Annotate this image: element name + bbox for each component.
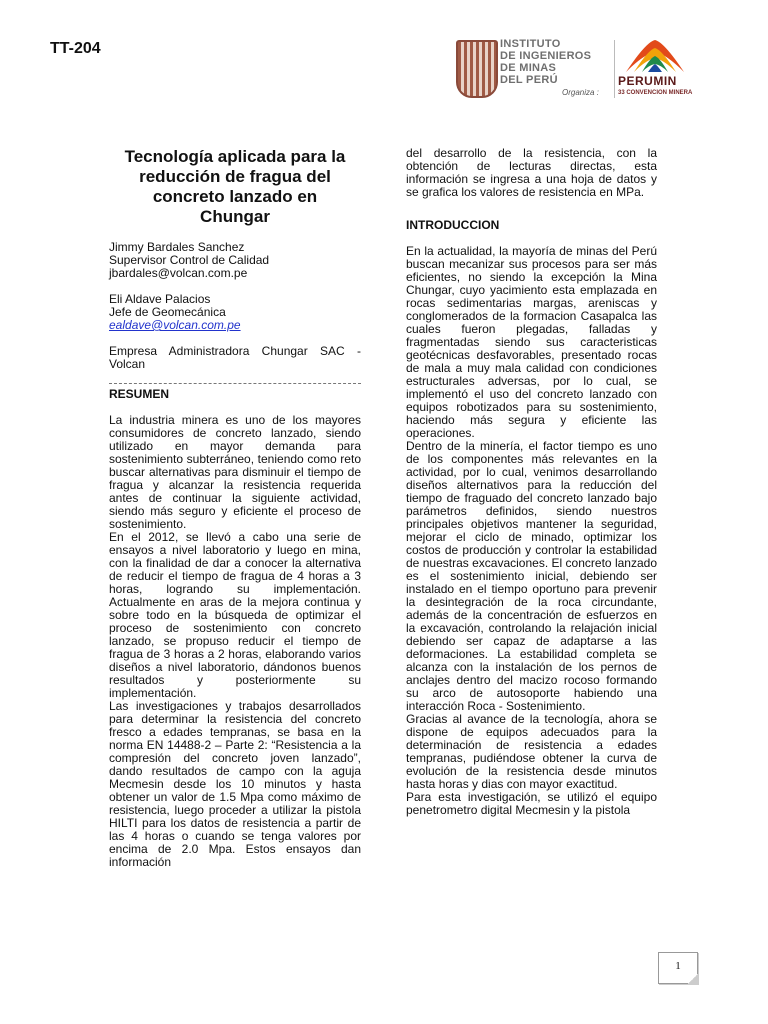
resumen-paragraph: En el 2012, se llevó a cabo una serie de ensayos a nivel laboratorio y luego en mina, con la finalidad de dar a conocer la alternativa de reducir el tiempo de fragua de 4 horas a 3 horas, logrando su implementación. Actualmente en aras de la mejora continua y sobre todo en la búsqueda de optimizar el proceso de sostenimiento con concreto lanzado, se propuso reducir el tiempo de fragua de 3 horas a 2 horas, elaborando varios diseños a nivel laboratorio, dándonos buenos resultados y posteriormente su implementación. [109,530,361,700]
iim-line: DE INGENIEROS [500,50,592,62]
page-number: 1 [658,952,698,984]
author2-name: Eli Aldave Palacios [109,292,211,306]
intro-paragraph: Para esta investigación, se utilizó el equipo penetrometro digital Mecmesin y la pistola [406,790,657,817]
author1-email: jbardales@volcan.com.pe [109,266,248,280]
logo-divider [614,40,615,98]
intro-paragraph: Dentro de la minería, el factor tiempo es uno de los componentes más relevantes en la actividad, por lo cual, venimos desarrollando diseños alternativos para la reducción del tiempo de fraguado del concreto lanzado bajo parámetros definidos, siendo nuestros principales objetivos mantener la seguridad, mejorar el ciclo de minado, optimizar los costos de producción y controlar la estabilidad de nuestras excavaciones. El concreto lanzado es el sostenimiento inicial, debiendo ser instalado en el tiempo oportuno para prevenir la desintegración de la roca circundante, además de la concentración de esfuerzos en la excavación, controlando la relajación inicial debiendo ser capaz de adaptarse a las deformaciones. La estabilidad completa se alcanza con la instalación de los pernos de anclajes dentro del macizo rocoso formando su arco de autosoporte habiendo una interacción Roca - Sostenimiento. [406,439,657,713]
resumen-paragraph: La industria minera es uno de los mayores consumidores de concreto lanzado, siendo utilizado en mayor demanda para sostenimiento subterráneo, teniendo como reto buscar alternativas para disminuir el tiempo de fragua y alcanzar la resistencia requerida antes de continuar la siguiente actividad, siendo más seguro y eficiente el proceso de sostenimiento. [109,413,361,531]
iim-logo-text [500,38,591,86]
iim-line: DE MINAS [500,62,557,74]
iim-shield-logo [456,40,498,98]
author1-role: Supervisor Control de Calidad [109,253,270,267]
iim-line: DEL PERÚ [500,74,558,86]
company-affiliation: Empresa Administradora Chungar SAC - Volcan [109,344,361,371]
introduccion-heading: INTRODUCCION [406,218,500,232]
title-line: Chungar [200,207,270,226]
continued-paragraph: del desarrollo de la resistencia, con la obtención de lecturas directas, esta información se ingresa a una hoja de datos y se grafica los valores de resistencia en MPa. [406,146,657,199]
perumin-mountain-logo [624,38,686,74]
author2-email-link[interactable]: ealdave@volcan.com.pe [109,318,241,332]
title-line: Tecnología aplicada para la [124,147,346,166]
left-column [109,147,361,869]
perumin-subtitle: 33 CONVENCION MINERA [618,90,693,96]
intro-paragraph: Gracias al avance de la tecnología, ahora se dispone de equipos adecuados para la determinación de resistencia a edades tempranas, pudiéndose obtener la curva de evolución de la resistencia desde minutos hasta horas y dias con mayor exactitud. [406,712,657,791]
author2-role: Jefe de Geomecánica [109,305,226,319]
paper-title [109,147,361,227]
iim-line: INSTITUTO [500,38,561,50]
title-line: reducción de fragua del [139,167,331,186]
header-logos [456,38,718,104]
title-line: concreto lanzado en [152,187,318,206]
paper-code: TT-204 [50,40,101,57]
organiza-label: Organiza : [562,88,599,97]
resumen-heading: RESUMEN [109,387,170,401]
right-column [406,147,657,817]
author1-name: Jimmy Bardales Sanchez [109,240,245,254]
section-divider [109,383,361,384]
perumin-name: PERUMIN [618,74,677,88]
resumen-paragraph: Las investigaciones y trabajos desarrollados para determinar la resistencia del concreto fresco a edades tempranas, se basa en la norma EN 14488-2 – Parte 2: “Resistencia a la compresión del concreto joven lanzado”, dando resultados de campo con la aguja Mecmesin desde los 10 minutos y hasta obtener un valor de 1.5 Mpa como máximo de resistencia, luego proceder a utilizar la pistola HILTI para los datos de resistencia a partir de las 4 horas o cuando se tenga valores por encima de 2.0 Mpa. Estos ensayos dan información [109,699,361,869]
intro-paragraph: En la actualidad, la mayoría de minas del Perú buscan mecanizar sus procesos para ser más eficientes, no siendo la excepción la Mina Chungar, cuyo yacimiento esta emplazada en rocas sedimentarias margas, areniscas y conglomerados de la formacion Casapalca las cuales fueron plegadas, falladas y fragmentadas siendo sus caracteristicas geotécnicas desfavorables, presentado rocas de mala a muy mala calidad con condiciones estructurales adversas, por lo cual, se implementó el uso del concreto lanzado con equipos robotizados para su sostenimiento, haciendo más segura y eficiente las operaciones. [406,244,657,440]
